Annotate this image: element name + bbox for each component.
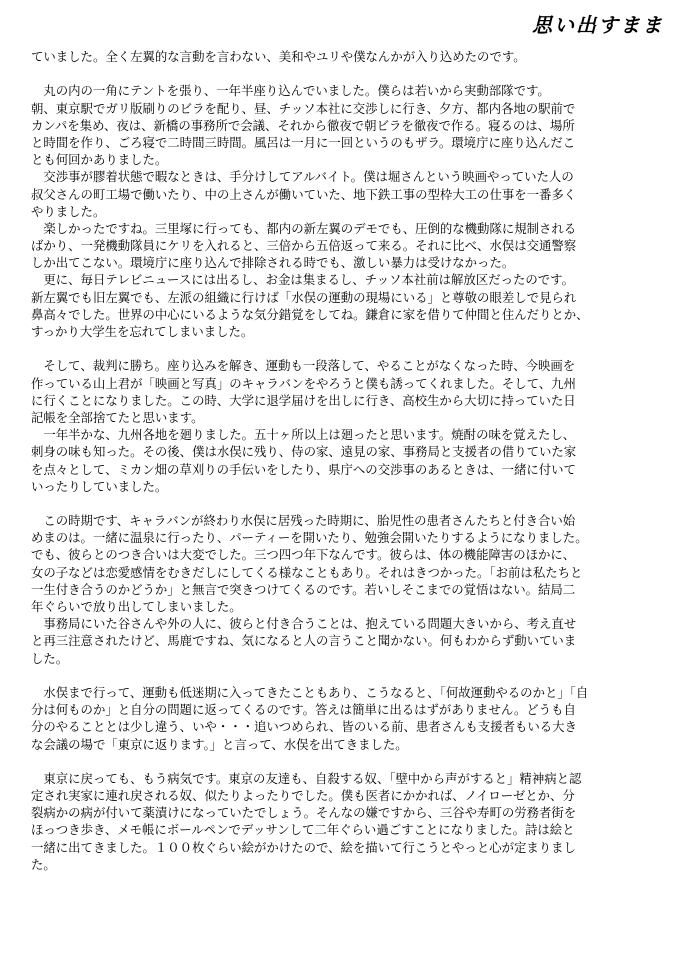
text-line: 裂病かの病が付いて薬漬けになっていたでしょう。そんなの嫌ですから、三谷や寿町の労務者街を <box>31 805 577 821</box>
text-line: 女の子などは恋愛感情をむきだしにしてくる様なこともあり。それはきつかった。「お前は私たちと <box>31 564 583 580</box>
text-line: を点々として、ミカン畑の草刈りの手伝いをしたり、県庁への交渉事のあるときは、一緒に付いて <box>31 461 576 477</box>
text-line: 朝、東京駅でガリ版刷りのビラを配り、昼、チッソ本社に交渉しに行き、夕方、都内各地の駅前で <box>31 100 576 116</box>
text-line: 水俣まで行って、運動も低迷期に入ってきたこともあり、こうなると、「何故運動やるのかと」「自 <box>31 684 589 700</box>
text-line: 交渉事が膠着状態で暇なときは、手分けしてアルバイト。僕は堀さんという映画やっていた人の <box>31 169 574 185</box>
paragraph <box>31 615 661 667</box>
paragraph-spacer <box>31 495 661 512</box>
paragraph <box>31 770 661 873</box>
text-line: な会議の場で「東京に返ります。」と言って、水俣を出てきました。 <box>31 736 408 752</box>
paragraph <box>31 271 661 340</box>
text-line: すっかり大学生を忘れてしまいました。 <box>31 324 254 339</box>
text-line: めまのは。一緒に温泉に行ったり、パーティーを開いたり、勉強会開いたりするようになりました。 <box>31 530 588 546</box>
text-line: 記帳を全部捨てたと思います。 <box>31 409 204 425</box>
paragraph <box>31 82 661 168</box>
text-line: しか出てこない。環境庁に座り込んで排除される時でも、激しい暴力は受けなかった。 <box>31 255 515 271</box>
text-line: ばかり、一発機動隊員にケリを入れると、三倍から五倍返って来る。それに比べ、水俣は交通警察 <box>31 238 577 254</box>
text-line: でも、彼らとのつき合いは大変でした。三つ四つ年下なんです。彼らは、体の機能障害のほかに、 <box>31 547 576 563</box>
paragraph <box>31 357 661 426</box>
text-line: ていました。全く左翼的な言動を言わない、美和やユリや僕なんかが入り込めたのです。 <box>31 49 526 64</box>
paragraph <box>31 220 661 272</box>
text-line: 楽しかったですね。三里塚に行っても、都内の新左翼のデモでも、圧倒的な機動隊に規制される <box>31 220 577 236</box>
paragraph-spacer <box>31 667 661 684</box>
text-line: 作っている山上君が「映画と写真」のキャラバンをやろうと僕も誘ってくれました。そして、九州 <box>31 375 576 391</box>
paragraph-spacer <box>31 753 661 770</box>
text-line: 刺身の味も知った。その後、僕は水俣に残り、侍の家、遠見の家、事務局と支援者の借りていた家 <box>31 444 577 460</box>
text-line: に行くことになりました。この時、大学に退学届けを出しに行き、高校生から大切に持っていた日 <box>31 392 576 408</box>
paragraph <box>31 48 661 65</box>
text-line: そして、裁判に勝ち。座り込みを解き、運動も一段落して、やることがなくなった時、今映画を <box>31 358 576 374</box>
text-line: 鼻高々でした。世界の中心にいるような気分錯覚をしてね。鎌倉に家を借りて仲間と住んだりとか、 <box>31 306 589 322</box>
text-line: 分は何ものか」と自分の問題に返ってくるのです。答えは簡単に出るはずがありません。どうも自 <box>31 702 576 718</box>
text-line: した。 <box>31 650 69 666</box>
text-line: 年ぐらいで放り出してしまいました。 <box>31 599 242 614</box>
text-line: カンパを集め、夜は、新橋の事務所で会議、それから徹夜で朝ビラを徹夜で作る。寝るのは、場所 <box>31 117 575 133</box>
text-line: 丸の内の一角にテントを張り、一年半座り込んでいました。僕らは若いから実動部隊です。 <box>31 83 550 99</box>
text-line: た。 <box>31 856 56 872</box>
text-line: 一年半かな、九州各地を廻りました。五十ヶ所以上は廻ったと思います。焼酎の味を覚えたし、 <box>31 427 576 443</box>
text-line: ほっつき歩き、メモ帳にボールペンでデッサンして二年ぐらい過ごすことになりました。詩は絵と <box>31 822 575 838</box>
page-header-title: 思い出すまま <box>532 13 664 37</box>
text-line: この時期です、キャラバンが終わり水俣に居残った時期に、胎児性の患者さんたちと付き合い始 <box>31 513 576 529</box>
text-line: とも何回かありました。 <box>31 152 168 168</box>
text-line: いったりしていました。 <box>31 478 168 494</box>
paragraph <box>31 512 661 615</box>
text-line: 新左翼でも旧左翼でも、左派の組織に行けば「水俣の運動の現場にいる」と尊敬の眼差しで見られ <box>31 289 577 305</box>
text-line: 定され実家に連れ戻される奴、似たりよったりでした。僕も医者にかかれば、ノイローゼとか、分 <box>31 788 575 804</box>
text-line: と再三注意されたけど、馬鹿ですね、気になると人の言うこと聞かない。何もわからず動いていま <box>31 633 577 649</box>
text-line: 事務局にいた谷さんや外の人に、彼らと付き合うことは、抱えている問題大きいから、考え直せ <box>31 616 577 632</box>
text-line: 一生付き合うのかどうか」と無言で突きつけてくるのです。若いしそこまでの覚悟はない。結局二 <box>31 581 576 597</box>
text-line: 叔父さんの町工場で働いたり、中の上さんが働いていた、地下鉄工事の型枠大工の仕事を一番多く <box>31 186 577 202</box>
paragraph <box>31 426 661 495</box>
text-line: 東京に戻っても、もう病気です。東京の友達も、自殺する奴、「壁中から声がすると」精神病と認 <box>31 770 582 786</box>
paragraph <box>31 684 661 753</box>
paragraph-spacer <box>31 65 661 82</box>
text-line: やりました。 <box>31 203 106 219</box>
paragraph-spacer <box>31 340 661 357</box>
text-line: 一緒に出てきました。１００枚ぐらい絵がかけたので、絵を描いて行こうとやっと心が定まりまし <box>31 839 576 855</box>
paragraph <box>31 168 661 220</box>
text-line: と時間を作り、ごろ寝で二時間三時間。風呂は一月に一回というのもザラ。環境庁に座り込んだこ <box>31 134 576 150</box>
text-line: 更に、毎日テレビニュースには出るし、お金は集まるし、チッソ本社前は解放区だったのです。 <box>31 272 574 288</box>
body-text <box>31 48 661 873</box>
text-line: 分のやることとは少し違う、いや・・・追いつめられ、皆のいる前、患者さんも支援者もいる大き <box>31 719 577 735</box>
